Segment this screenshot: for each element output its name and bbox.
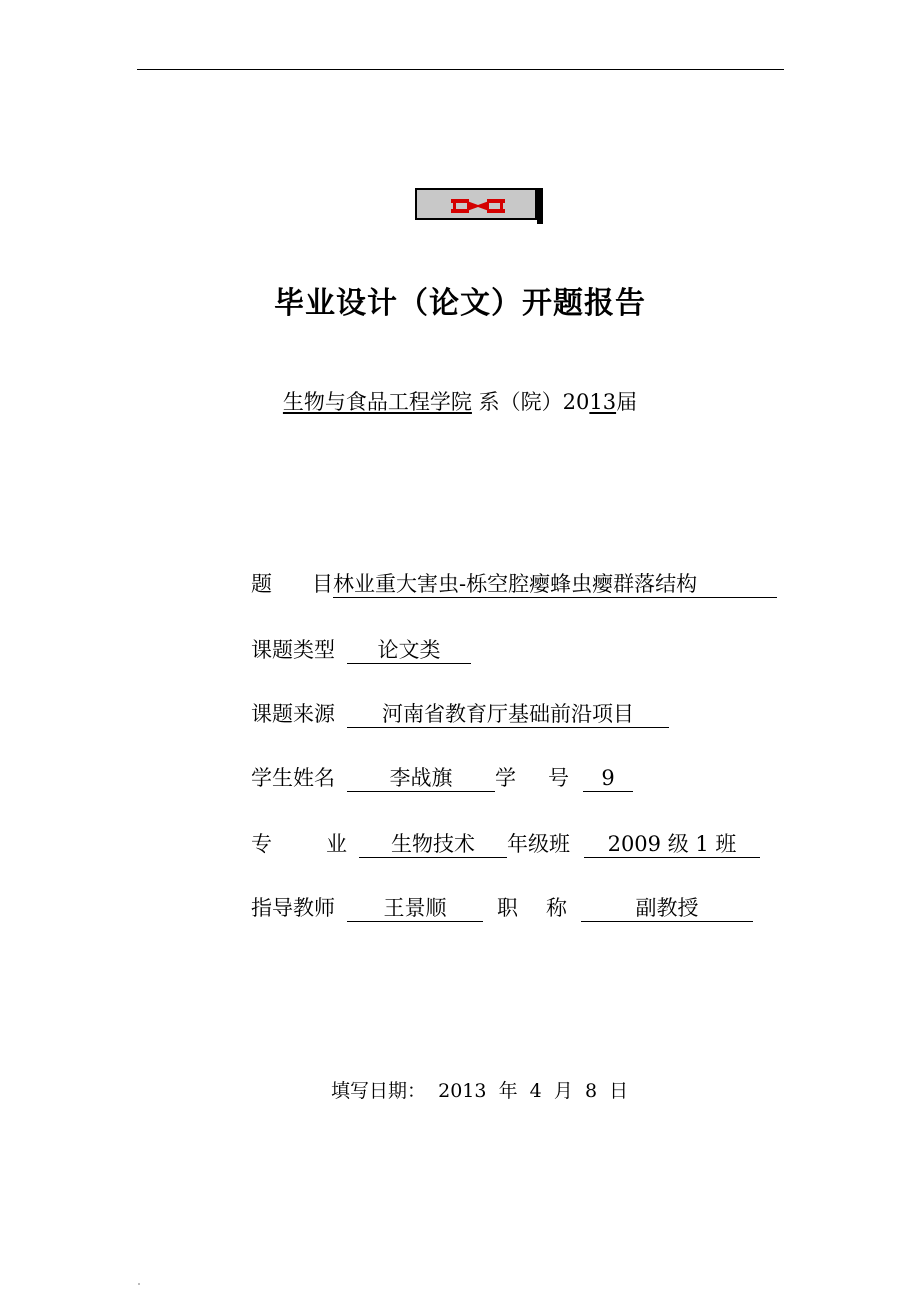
student-row <box>251 762 633 792</box>
date-day: 8 <box>584 1080 598 1102</box>
department-name: 生物与食品工程学院 <box>282 390 472 414</box>
student-value: 李战旗 <box>347 766 495 792</box>
rank-value: 副教授 <box>581 896 753 922</box>
fill-date <box>331 1076 628 1103</box>
advisor-value: 王景顺 <box>347 896 483 922</box>
scan-speck <box>138 1283 140 1285</box>
year-suffix: 届 <box>616 390 638 414</box>
type-row <box>251 634 471 664</box>
major-label-2: 业 <box>326 832 347 856</box>
date-year-unit: 年 <box>498 1080 518 1102</box>
source-value: 河南省教育厅基础前沿项目 <box>347 702 669 728</box>
source-label: 课题来源 <box>251 702 335 726</box>
type-label: 课题类型 <box>251 638 335 662</box>
major-label-1: 专 <box>251 832 272 856</box>
university-logo <box>415 188 537 220</box>
major-row <box>251 828 760 858</box>
topic-value: 林业重大害虫-栎空腔瘿蜂虫瘿群落结构 <box>333 572 777 598</box>
major-value: 生物技术 <box>359 832 507 858</box>
class-label: 年级班 <box>507 832 570 856</box>
date-month-unit: 月 <box>553 1080 573 1102</box>
header-rule <box>137 69 784 70</box>
department-suffix: 系（院） <box>478 390 563 414</box>
topic-label-2: 目 <box>312 572 333 596</box>
class-value: 2009 级 1 班 <box>584 832 760 858</box>
source-row <box>251 698 669 728</box>
graduation-year: 13 <box>589 390 617 414</box>
id-label-2: 号 <box>548 766 569 790</box>
date-label: 填写日期： <box>331 1080 427 1102</box>
date-year: 2013 <box>438 1080 487 1102</box>
year-prefix: 20 <box>562 390 590 414</box>
topic-label-1: 题 <box>251 572 272 596</box>
page-title: 毕业设计（论文）开题报告 <box>274 286 646 321</box>
date-month: 4 <box>529 1080 542 1102</box>
rank-label-2: 称 <box>546 896 567 920</box>
date-day-unit: 日 <box>609 1080 629 1102</box>
type-value: 论文类 <box>347 638 471 664</box>
student-label: 学生姓名 <box>251 766 335 790</box>
university-logo-icon <box>451 197 505 215</box>
logo-shadow <box>537 188 543 224</box>
department-line <box>0 386 920 416</box>
id-value: 9 <box>583 766 633 792</box>
rank-label-1: 职 <box>497 896 518 920</box>
advisor-row <box>251 892 753 922</box>
topic-row <box>251 568 777 598</box>
advisor-label: 指导教师 <box>251 896 335 920</box>
id-label-1: 学 <box>495 766 516 790</box>
